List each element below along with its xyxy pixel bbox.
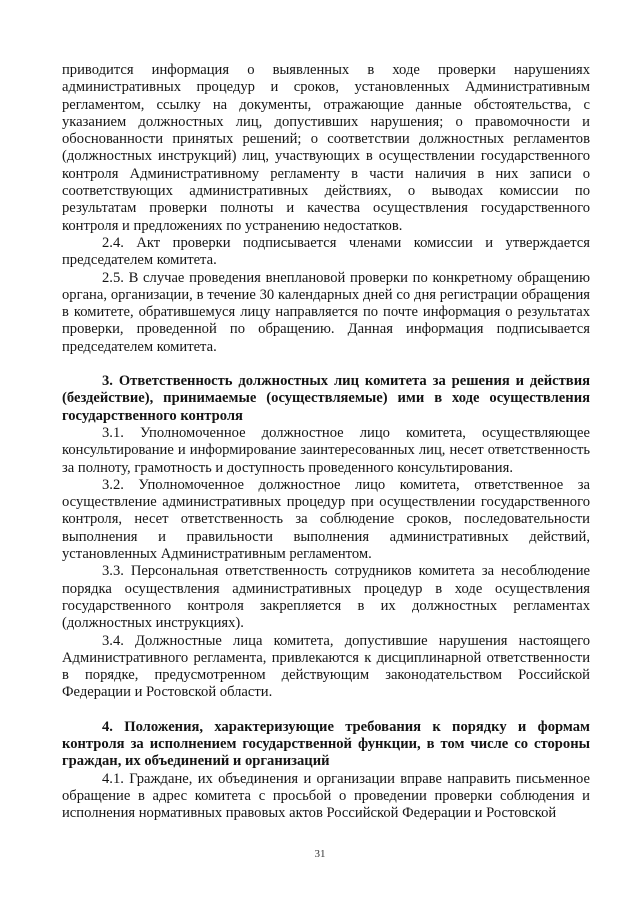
page-number: 31 [314, 848, 326, 860]
paragraph-2-4: 2.4. Акт проверки подписывается членами комиссии и утверждается председателем комитета. [62, 234, 590, 269]
spacer [62, 702, 590, 719]
paragraph-3-2: 3.2. Уполномоченное должностное лицо комитета, ответственное за осуществление административных процедур при осуществлении государственного контроля, несет ответственность за соблюдение сроков, последовательности выполнения и правильности выполнения административных действий, установленных Административным регламентом. [62, 476, 590, 563]
section-3-heading: 3. Ответственность должностных лиц комитета за решения и действия (бездействие), принимаемые (осуществляемые) ими в ходе осуществления государственного контроля [62, 373, 590, 424]
paragraph-3-1: 3.1. Уполномоченное должностное лицо комитета, осуществляющее консультирование и информирование заинтересованных лиц, несет ответственность за полноту, грамотность и доступность проведенного консультирования. [62, 424, 590, 476]
paragraph-continuation: приводится информация о выявленных в ходе проверки нарушениях административных процедур и сроков, установленных Административным регламентом, ссылку на документы, отражающие данные обстоятельства, с указанием должностных лиц, допустивших нарушения; о правомочности и обоснованности принятых решений; о соответствии должностных регламентов (должностных инструкций) лиц, участвующих в осуществлении государственного контроля Административному регламенту в части наличия в них записи о соответствующих административных действиях, о выводах комиссии по результатам проверки полноты и качества осуществления государственного контроля и предложениях по устранению недостатков. [62, 62, 590, 234]
paragraph-3-3: 3.3. Персональная ответственность сотрудников комитета за несоблюдение порядка осуществления административных процедур в ходе осуществления государственного контроля закрепляется в их должностных регламентах (должностных инструкциях). [62, 563, 590, 632]
section-4-heading: 4. Положения, характеризующие требования к порядку и формам контроля за исполнением государственной функции, в том числе со стороны граждан, их объединений и организаций [62, 718, 590, 770]
paragraph-2-5: 2.5. В случае проведения внеплановой проверки по конкретному обращению органа, организации, в течение 30 календарных дней со дня регистрации обращения в комитете, обратившемуся лицу направляется по почте информация о результатах проверки, проведенной по обращению. Данная информация подписывается председателем комитета. [62, 269, 590, 355]
paragraph-4-1: 4.1. Граждане, их объединения и организации вправе направить письменное обращение в адрес комитета с просьбой о проведении проверки соблюдения и исполнения нормативных правовых актов Российской Федерации и Ростовской [62, 770, 590, 822]
paragraph-3-4: 3.4. Должностные лица комитета, допустившие нарушения настоящего Административного регламента, привлекаются к дисциплинарной ответственности в порядке, предусмотренном действующим законодательством Российской Федерации и Ростовской области. [62, 632, 590, 701]
spacer [62, 356, 590, 373]
